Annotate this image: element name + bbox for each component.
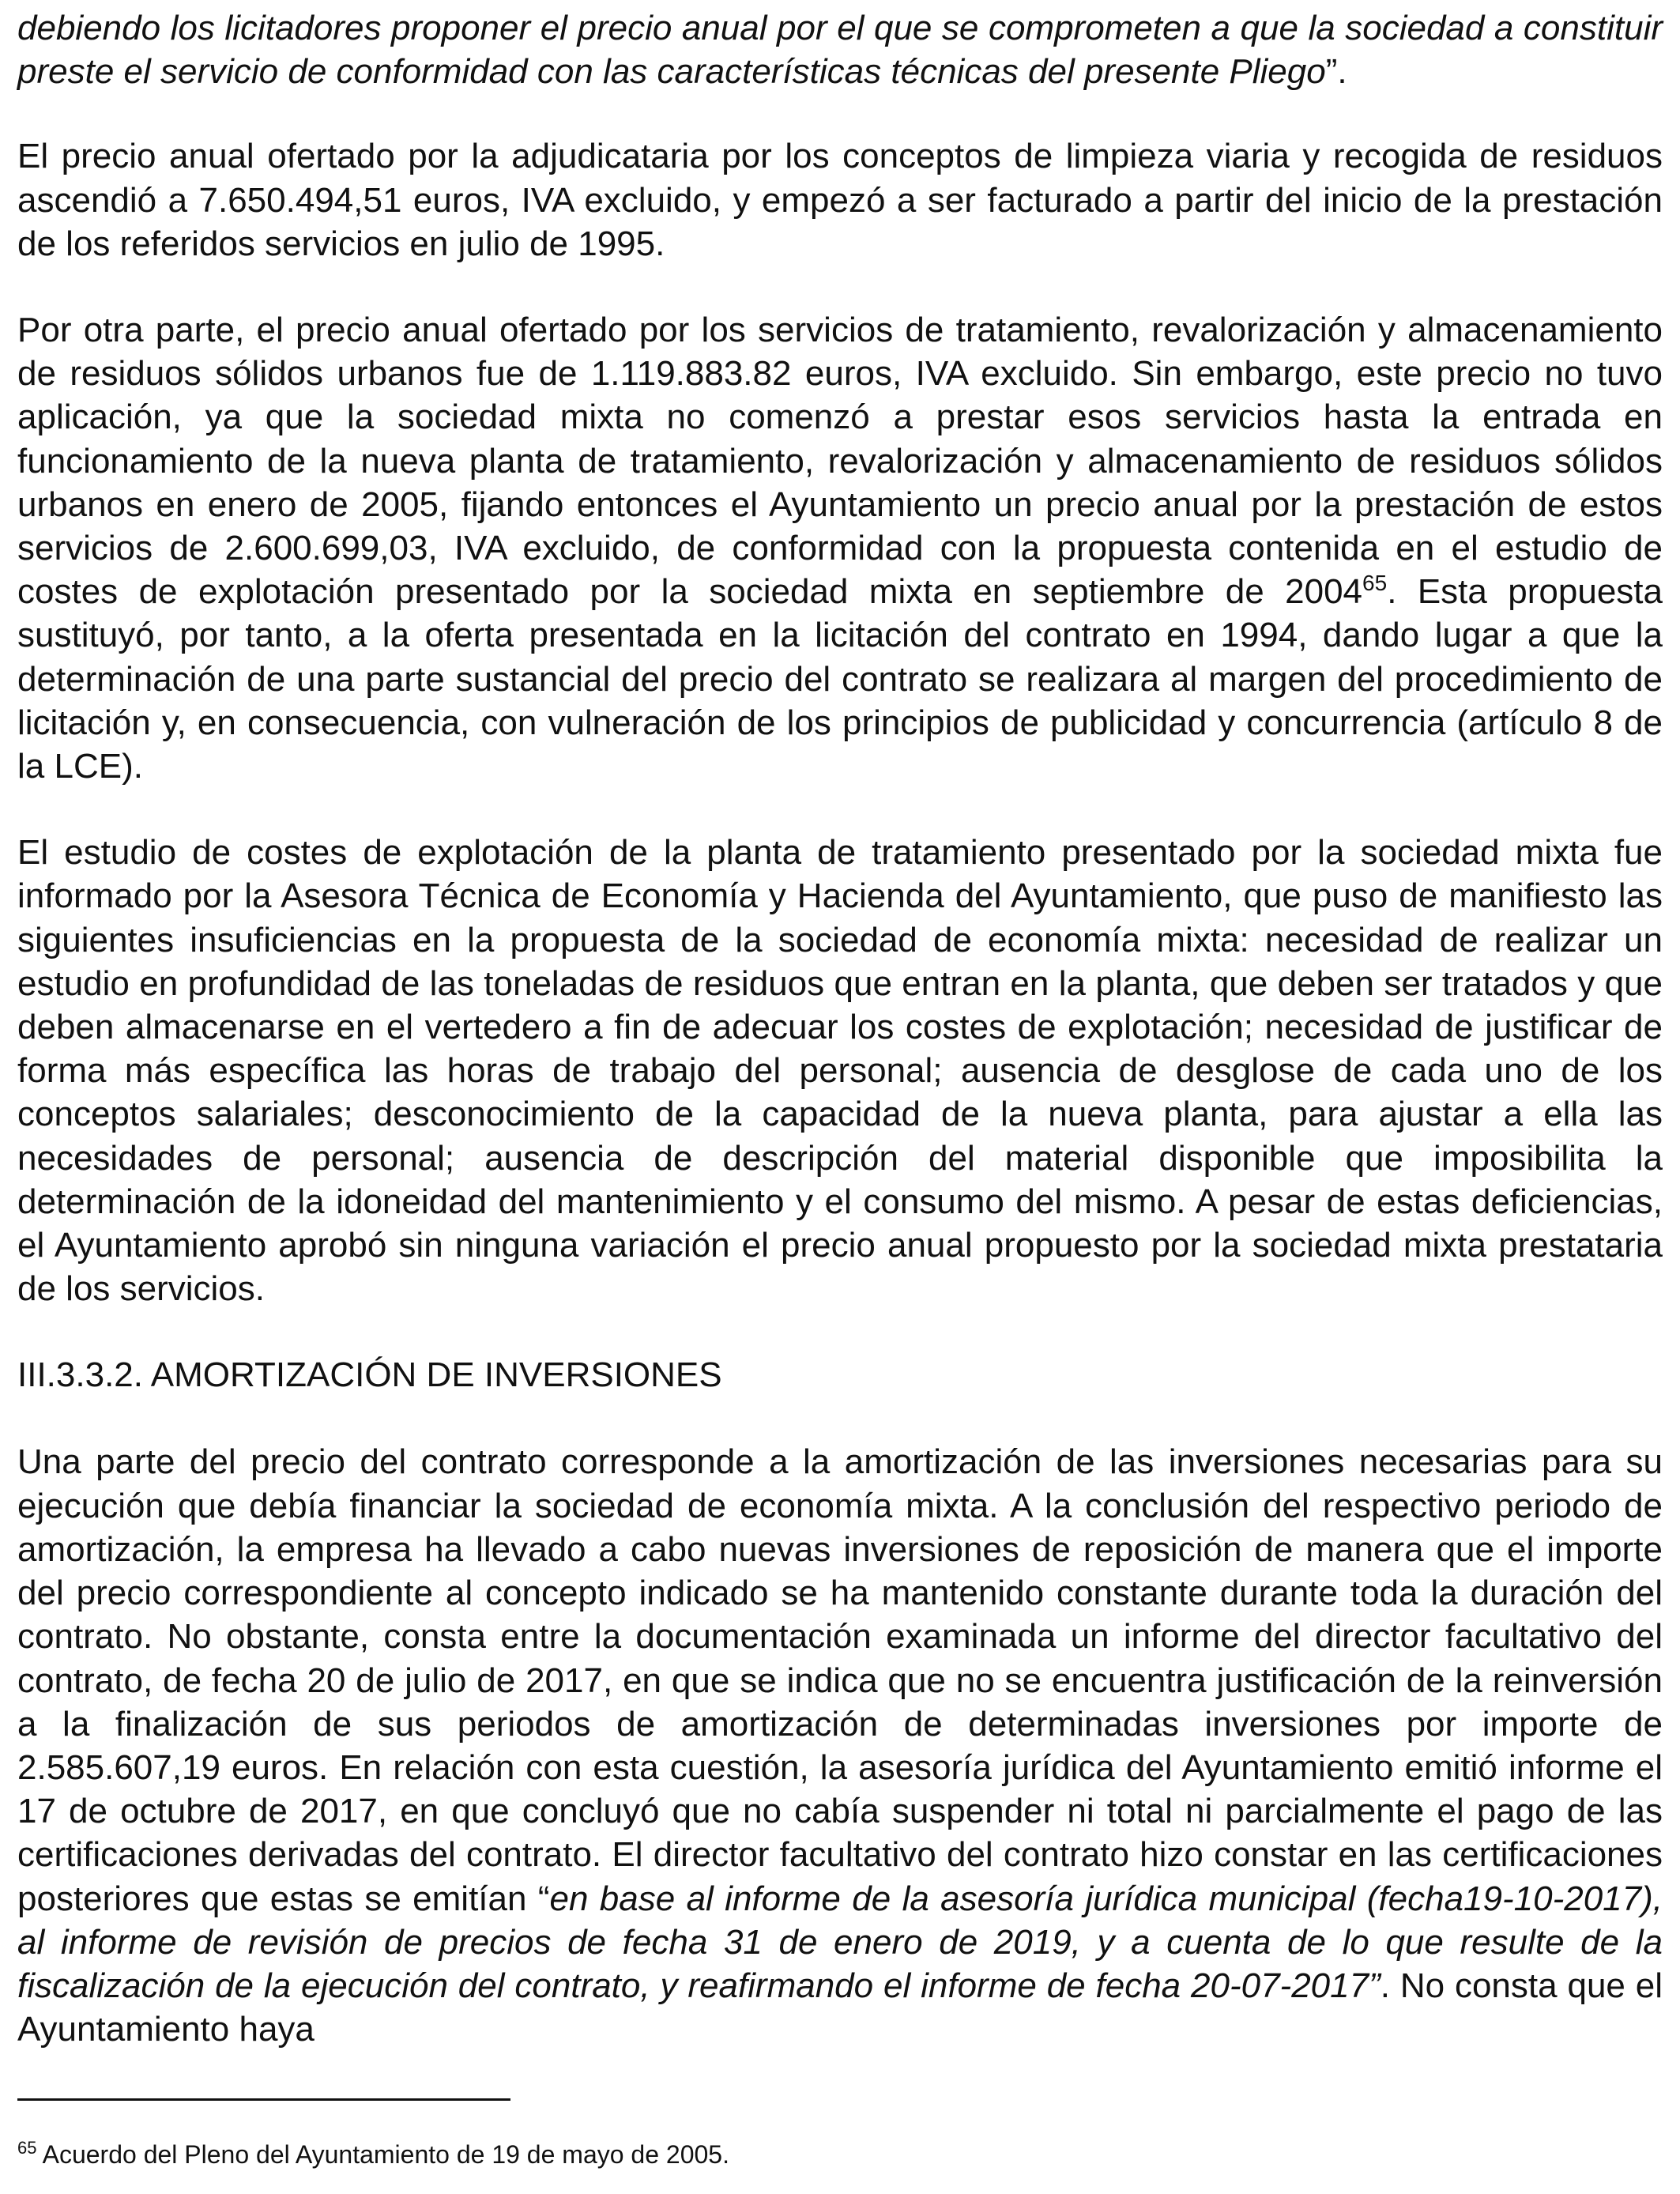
document-body [17, 6, 1663, 2094]
paragraph-costes-estudio: El estudio de costes de explotación de la planta de tratamiento presentado por la sociedad mixta fue informado por la Asesora Técnica de Economía y Hacienda del Ayuntamiento, que puso de manifiesto las siguientes insuficiencias en la propuesta de la sociedad de economía mixta: necesidad de realizar un estudio en profundidad de las toneladas de residuos que entran en la planta, que deben ser tratados y que deben almacenarse en el vertedero a fin de adecuar los costes de explotación; necesidad de justificar de forma más específica las horas de trabajo del personal; ausencia de desglose de cada uno de los conceptos salariales; desconocimiento de la capacidad de la nueva planta, para ajustar a ella las necesidades de personal; ausencia de descripción del material disponible que imposibilita la determinación de la idoneidad del mantenimiento y el consumo del mismo. A pesar de estas deficiencias, el Ayuntamiento aprobó sin ninguna variación el precio anual propuesto por la sociedad mixta prestataria de los servicios. [17, 833, 1663, 1309]
paragraph-limpieza-price: El precio anual ofertado por la adjudicataria por los conceptos de limpieza viaria y recogida de residuos ascendió a 7.650.494,51 euros, IVA excluido, y empezó a ser facturado a partir del inicio de la prestación de los referidos servicios en julio de 1995. [17, 137, 1663, 263]
pliego-quote-close: ”. [1325, 52, 1347, 92]
pliego-quote-italic: debiendo los licitadores proponer el precio anual por el que se comprometen a que la sociedad a constituir preste el servicio de conformidad con las características técnicas del presente Pliego [17, 9, 1663, 92]
footnote-separator [17, 2098, 510, 2101]
footnote-number: 65 [17, 2138, 37, 2158]
footnote-text: Acuerdo del Pleno del Ayuntamiento de 19 de mayo de 2005. [36, 2140, 729, 2169]
amortizacion-quote-italic: en base al informe de la asesoría jurídica municipal (fecha19-10-2017), al informe de revisión de precios de fecha 31 de enero de 2019, y a cuenta de lo que resulte de la fiscalización de la ejecución del contrato, y reafirmando el informe de fecha 20-07-2017” [17, 1879, 1663, 2005]
tratamiento-text-before: Por otra parte, el precio anual ofertado por los servicios de tratamiento, revalorización y almacenamiento de residuos sólidos urbanos fue de 1.119.883.82 euros, IVA excluido. Sin embargo, este precio no tuvo aplicación, ya que la sociedad mixta no comenzó a prestar esos servicios hasta la entrada en funcionamiento de la nueva planta de tratamiento, revalorización y almacenamiento de residuos sólidos urbanos en enero de 2005, fijando entonces el Ayuntamiento un precio anual por la prestación de estos servicios de 2.600.699,03, IVA excluido, de conformidad con la propuesta contenida en el estudio de costes de explotación presentado por la sociedad mixta en septiembre de 2004 [17, 311, 1663, 612]
tratamiento-text-after: . Esta propuesta sustituyó, por tanto, a la oferta presentada en la licitación del contrato en 1994, dando lugar a que la determinación de una parte sustancial del precio del contrato se realizara al margen del procedimiento de licitación y, en consecuencia, con vulneración de los principios de publicidad y concurrencia (artículo 8 de la LCE). [17, 572, 1663, 786]
paragraph-pliego-quote [17, 6, 1663, 93]
paragraph-tratamiento-price [17, 308, 1663, 788]
section-heading: III.3.3.2. AMORTIZACIÓN DE INVERSIONES [17, 1355, 722, 1395]
footnote-reference-65[interactable]: 65 [1362, 571, 1388, 596]
footnote-65 [17, 2139, 729, 2170]
amortizacion-text-before: Una parte del precio del contrato corresponde a la amortización de las inversiones necesarias para su ejecución que debía financiar la sociedad de economía mixta. A la conclusión del respectivo periodo de amortización, la empresa ha llevado a cabo nuevas inversiones de reposición de manera que el importe del precio correspondiente al concepto indicado se ha mantenido constante durante toda la duración del contrato. No obstante, consta entre la documentación examinada un informe del director facultativo del contrato, de fecha 20 de julio de 2017, en que se indica que no se encuentra justificación de la reinversión a la finalización de sus periodos de amortización de determinadas inversiones por importe de 2.585.607,19 euros. En relación con esta cuestión, la asesoría jurídica del Ayuntamiento emitió informe el 17 de octubre de 2017, en que concluyó que no cabía suspender ni total ni parcialmente el pago de las certificaciones derivadas del contrato. El director facultativo del contrato hizo constar en las certificaciones posteriores que estas se emitían “ [17, 1442, 1663, 1918]
amortizacion-text-after: . No consta que el Ayuntamiento haya [17, 1966, 1663, 2049]
paragraph-amortizacion [17, 1440, 1663, 2051]
